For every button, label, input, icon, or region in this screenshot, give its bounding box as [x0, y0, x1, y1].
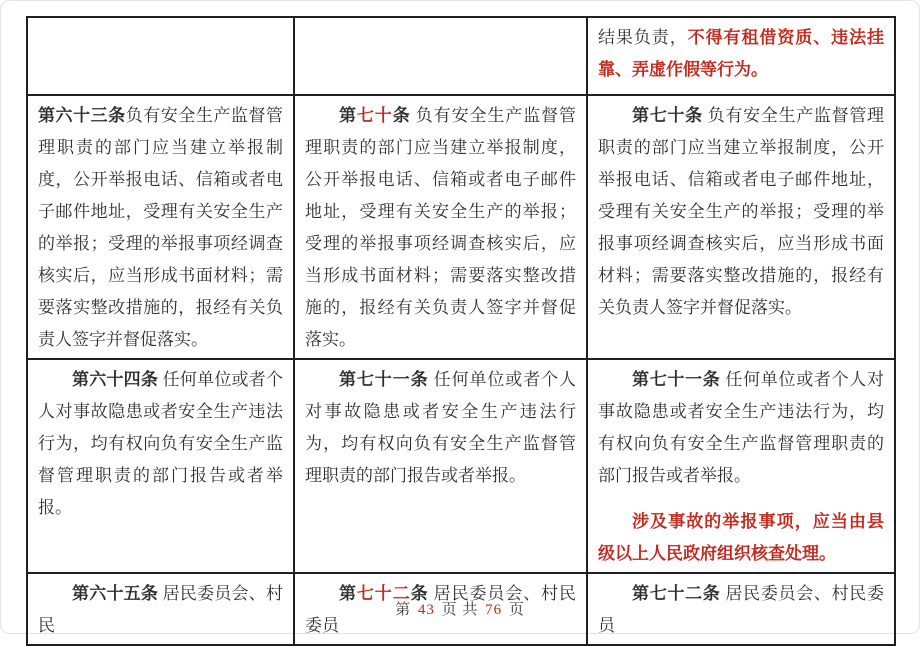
body-text: 结果负责，: [598, 28, 688, 47]
table-row-article-63-70: [27, 95, 895, 359]
cell-r2-col3: [587, 359, 895, 573]
article-number-changed: 七十: [356, 106, 393, 125]
article-number: 第七十一条: [339, 370, 429, 389]
law-comparison-table: [26, 16, 896, 646]
cell-r1-col1: [27, 95, 294, 359]
article-number-prefix: 第: [339, 584, 357, 603]
article-number-changed: 七十二: [356, 584, 411, 603]
article-text: 任何单位或者个人对事故隐患或者安全生产违法行为，均有权向负有安全生产监督管理职责的部门报告或者举报。: [38, 370, 284, 517]
footer-suffix: 页: [508, 602, 525, 618]
article-number: 第六十四条: [72, 370, 159, 389]
amendment-highlight-text: 涉及事故的举报事项，应当由县级以上人民政府组织核查处理。: [598, 512, 884, 563]
cell-r0-col2-empty: [294, 17, 587, 95]
paragraph: [305, 364, 576, 492]
article-number: 第七十条: [632, 106, 703, 125]
footer-total-pages: 76: [485, 602, 503, 618]
article-number-prefix: 第: [339, 106, 357, 125]
cell-r0-col1-empty: [27, 17, 294, 95]
amendment-highlight-text: 不得有租借资质、违法挂靠、弄虚作假等行为。: [598, 28, 885, 79]
footer-prefix: 第: [395, 602, 412, 618]
article-number-suffix: 条: [410, 584, 429, 603]
article-text: 任何单位或者个人对事故隐患或者安全生产违法行为，均有权向负有安全生产监督管理职责的部门报告或者举报。: [598, 370, 885, 485]
footer-middle: 页 共: [441, 602, 479, 618]
article-text: 负有安全生产监督管理职责的部门应当建立举报制度，公开举报电话、信箱或者电子邮件地址，受理有关安全生产的举报；受理的举报事项经调查核实后，应当形成书面材料；需要落实整改措施的，报经有关负责人签字并督促落实。: [38, 106, 284, 349]
article-text: 任何单位或者个人对事故隐患或者安全生产违法行为，均有权向负有安全生产监督管理职责的部门报告或者举报。: [305, 370, 577, 485]
article-text: 负有安全生产监督管理职责的部门应当建立举报制度，公开举报电话、信箱或者电子邮件地址，受理有关安全生产的举报；受理的举报事项经调查核实后，应当形成书面材料；需要落实整改措施的，报经有关负责人签字并督促落实。: [305, 106, 577, 349]
cell-r2-col1: [27, 359, 294, 573]
article-text: 居民委员会、村民委员: [598, 584, 885, 635]
paragraph: [598, 364, 884, 492]
cell-r1-col2: [294, 95, 587, 359]
paragraph: [38, 364, 283, 524]
article-number-suffix: 条: [392, 106, 411, 125]
paragraph: [38, 100, 283, 356]
article-number: 第七十一条: [632, 370, 721, 389]
cell-r2-col2: [294, 359, 587, 573]
paragraph: [598, 22, 884, 86]
cell-r1-col3: [587, 95, 895, 359]
amendment-paragraph: [598, 506, 884, 570]
cell-r0-col3: [587, 17, 895, 95]
page-footer: [1, 598, 919, 619]
table-row-continuation: [27, 17, 895, 95]
article-number: 第七十二条: [632, 584, 721, 603]
article-number: 第六十五条: [72, 584, 159, 603]
article-number: 第六十三条: [38, 106, 126, 125]
article-text: 负有安全生产监督管理职责的部门应当建立举报制度，公开举报电话、信箱或者电子邮件地址，受理有关安全生产的举报；受理的举报事项经调查核实后，应当形成书面材料；需要落实整改措施的，报经有关负责人签字并督促落实。: [598, 106, 885, 317]
article-text: 居民委员会、村民: [38, 584, 284, 635]
article-text: 居民委员会、村民委员: [305, 584, 577, 635]
footer-page-number: 43: [417, 602, 435, 618]
paragraph: [598, 100, 884, 324]
paragraph: [305, 100, 576, 356]
table-row-article-64-71: [27, 359, 895, 573]
